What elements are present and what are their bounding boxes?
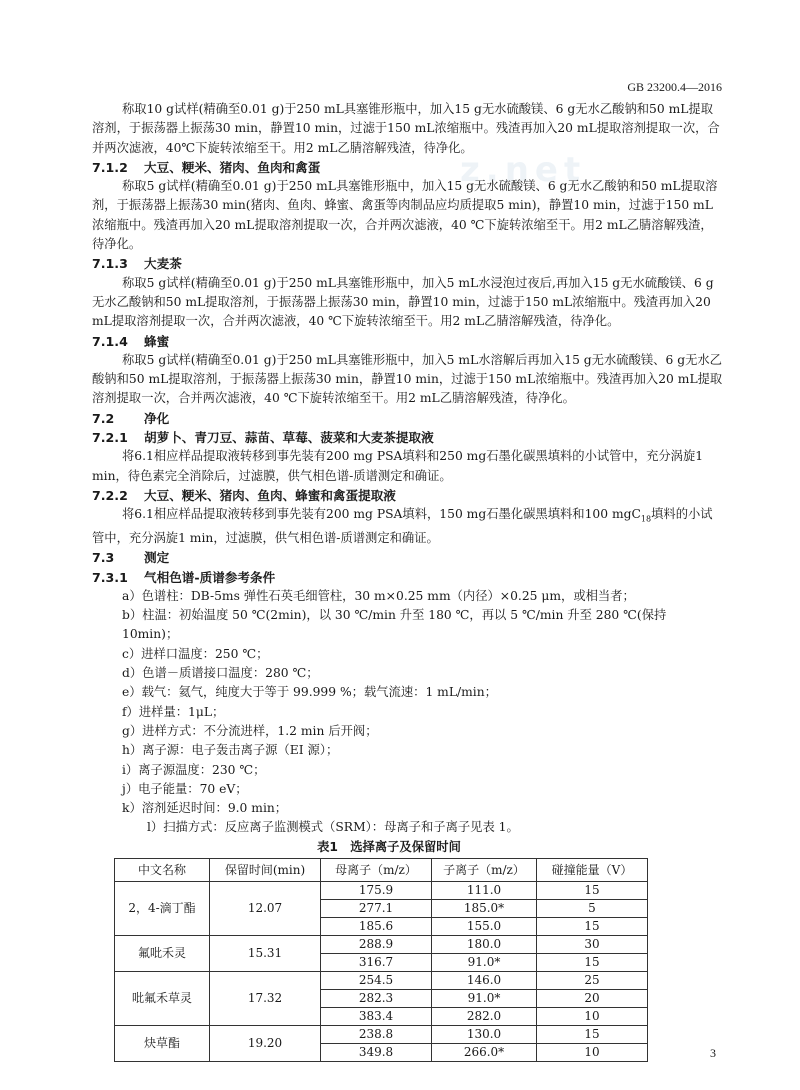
page-content <box>92 100 724 1062</box>
collision-energy: 15 <box>537 918 648 936</box>
section-heading-7-1-4: 7.1.4 蜂蜜 <box>92 333 170 349</box>
column-header: 中文名称 <box>115 859 210 882</box>
product-ion: 111.0 <box>432 882 537 900</box>
parent-ion: 175.9 <box>321 882 432 900</box>
compound-name: 2，4-滴丁酯 <box>115 882 210 936</box>
product-ion: 91.0* <box>432 954 537 972</box>
paragraph: 将6.1相应样品提取液转移到事先装有200 mg PSA填料和250 mg石墨化碳黑填料的小试管中，充分涡旋1 min，待色素完全消除后，过滤膜，供气相色谱-质谱测定和确证。 <box>92 449 704 483</box>
condition-item: l）扫描方式：反应离子监测模式（SRM）：母离子和子离子见表 1。 <box>147 820 519 835</box>
table-row <box>115 1026 648 1044</box>
parent-ion: 349.8 <box>321 1044 432 1062</box>
paragraph: 将6.1相应样品提取液转移到事先装有200 mg PSA填料，150 mg石墨化碳黑填料和100 mgC$_{18}$填料的小试管中，充分涡旋1 min，过滤膜，供气相色谱-质谱测定和确证。 <box>92 507 713 545</box>
column-header: 母离子（m/z） <box>321 859 432 882</box>
section-heading-7-3: 7.3 测定 <box>92 550 170 566</box>
parent-ion: 238.8 <box>321 1026 432 1044</box>
section-heading-7-1-2: 7.1.2 大豆、粳米、猪肉、鱼肉和禽蛋 <box>92 159 321 175</box>
parent-ion: 282.3 <box>321 990 432 1008</box>
section-heading-7-3-1: 7.3.1 气相色谱-质谱参考条件 <box>92 569 276 585</box>
parent-ion: 316.7 <box>321 954 432 972</box>
ion-table <box>114 858 648 1062</box>
condition-item: e）载气：氦气，纯度大于等于 99.999 %；载气流速：1 mL/min； <box>122 685 497 700</box>
product-ion: 282.0 <box>432 1008 537 1026</box>
compound-name: 吡氟禾草灵 <box>115 972 210 1026</box>
collision-energy: 15 <box>537 954 648 972</box>
parent-ion: 288.9 <box>321 936 432 954</box>
condition-item: j）电子能量：70 eV； <box>122 781 248 796</box>
parent-ion: 185.6 <box>321 918 432 936</box>
product-ion: 266.0* <box>432 1044 537 1062</box>
section-heading-7-2: 7.2 净化 <box>92 410 170 426</box>
paragraph: 称取10 g试样(精确至0.01 g)于250 mL具塞锥形瓶中，加入15 g无水硫酸镁、6 g无水乙酸钠和50 mL提取溶剂，于振荡器上振荡30 min，静置10 min，过滤于150 mL浓缩瓶中。残渣再加入20 mL提取溶剂提取一次，合并两次滤液，40℃下旋转浓缩至干。用2 mL乙腈溶解残渣，待净化。 <box>92 102 720 155</box>
retention-time: 15.31 <box>210 936 321 972</box>
collision-energy: 25 <box>537 972 648 990</box>
condition-item: k）溶剂延迟时间：9.0 min； <box>122 801 288 816</box>
condition-item: f）进样量：1μL； <box>122 704 225 719</box>
standard-number: GB 23200.4—2016 <box>627 80 722 94</box>
compound-name: 炔草酯 <box>115 1026 210 1062</box>
retention-time: 12.07 <box>210 882 321 936</box>
collision-energy: 5 <box>537 900 648 918</box>
parent-ion: 277.1 <box>321 900 432 918</box>
paragraph: 称取5 g试样(精确至0.01 g)于250 mL具塞锥形瓶中，加入5 mL水溶解后再加入15 g无水硫酸镁、6 g无水乙酸钠和50 mL提取溶剂，于振荡器上振荡30 min，静置10 min，过滤于150 mL浓缩瓶中。残渣再加入20 mL提取溶剂提取一次，合并两次滤液，40 ℃下旋转浓缩至干。用2 mL乙腈溶解残渣，待净化。 <box>92 352 723 406</box>
table-header-row <box>115 859 648 882</box>
section-heading-7-2-2: 7.2.2 大豆、粳米、猪肉、鱼肉、蜂蜜和禽蛋提取液 <box>92 487 396 503</box>
product-ion: 185.0* <box>432 900 537 918</box>
paragraph: 称取5 g试样(精确至0.01 g)于250 mL具塞锥形瓶中，加入15 g无水硫酸镁、6 g无水乙酸钠和50 mL提取溶剂，于振荡器上振荡30 min(猪肉、鱼肉、蜂蜜、禽蛋等肉制品应均质提取5 min)，静置10 min，过滤于150 mL浓缩瓶中。残渣再加入20 mL提取溶剂提取一次，合并两次滤液，40 ℃下旋转浓缩至干。用2 mL乙腈溶解残渣，待净化。 <box>92 179 718 252</box>
column-header: 保留时间(min) <box>210 859 321 882</box>
product-ion: 155.0 <box>432 918 537 936</box>
condition-item: d）色谱－质谱接口温度：280 ℃； <box>122 666 319 681</box>
table-row <box>115 972 648 990</box>
retention-time: 19.20 <box>210 1026 321 1062</box>
product-ion: 130.0 <box>432 1026 537 1044</box>
page-number: 3 <box>710 1046 716 1060</box>
column-header: 子离子（m/z） <box>432 859 537 882</box>
condition-item: g）进样方式：不分流进样，1.2 min 后开阀； <box>122 723 378 738</box>
condition-item: i）离子源温度：230 ℃； <box>122 762 266 777</box>
condition-item: h）离子源：电子轰击离子源（EI 源）； <box>122 743 339 758</box>
section-heading-7-2-1: 7.2.1 胡萝卜、青刀豆、蒜苗、草莓、菠菜和大麦茶提取液 <box>92 430 434 446</box>
condition-list <box>92 587 724 838</box>
table-caption: 表1 选择离子及保留时间 <box>317 839 461 854</box>
column-header: 碰撞能量（V） <box>537 859 648 882</box>
condition-item: a）色谱柱：DB-5ms 弹性石英毛细管柱，30 m×0.25 mm（内径）×0.25 μm，或相当者； <box>122 588 635 603</box>
collision-energy: 20 <box>537 990 648 1008</box>
table-row <box>115 936 648 954</box>
retention-time: 17.32 <box>210 972 321 1026</box>
collision-energy: 15 <box>537 1026 648 1044</box>
table-row <box>115 882 648 900</box>
product-ion: 91.0* <box>432 990 537 1008</box>
collision-energy: 10 <box>537 1008 648 1026</box>
product-ion: 180.0 <box>432 936 537 954</box>
condition-item: b）柱温：初始温度 50 ℃(2min)，以 30 ℃/min 升至 180 ℃，再以 5 ℃/min 升至 280 ℃(保持 10min)； <box>122 608 667 642</box>
condition-item: c）进样口温度：250 ℃； <box>122 646 269 661</box>
collision-energy: 30 <box>537 936 648 954</box>
parent-ion: 383.4 <box>321 1008 432 1026</box>
collision-energy: 10 <box>537 1044 648 1062</box>
collision-energy: 15 <box>537 882 648 900</box>
section-heading-7-1-3: 7.1.3 大麦茶 <box>92 256 182 272</box>
paragraph: 称取5 g试样(精确至0.01 g)于250 mL具塞锥形瓶中，加入5 mL水浸泡过夜后,再加入15 g无水硫酸镁、6 g无水乙酸钠和50 mL提取溶剂，于振荡器上振荡30 min，静置10 min，过滤于150 mL浓缩瓶中。残渣再加入20 mL提取溶剂提取一次，合并两次滤液，40 ℃下旋转浓缩至干。用2 mL乙腈溶解残渣，待净化。 <box>92 275 714 329</box>
parent-ion: 254.5 <box>321 972 432 990</box>
product-ion: 146.0 <box>432 972 537 990</box>
watermark: z.net <box>460 150 587 190</box>
compound-name: 氟吡禾灵 <box>115 936 210 972</box>
